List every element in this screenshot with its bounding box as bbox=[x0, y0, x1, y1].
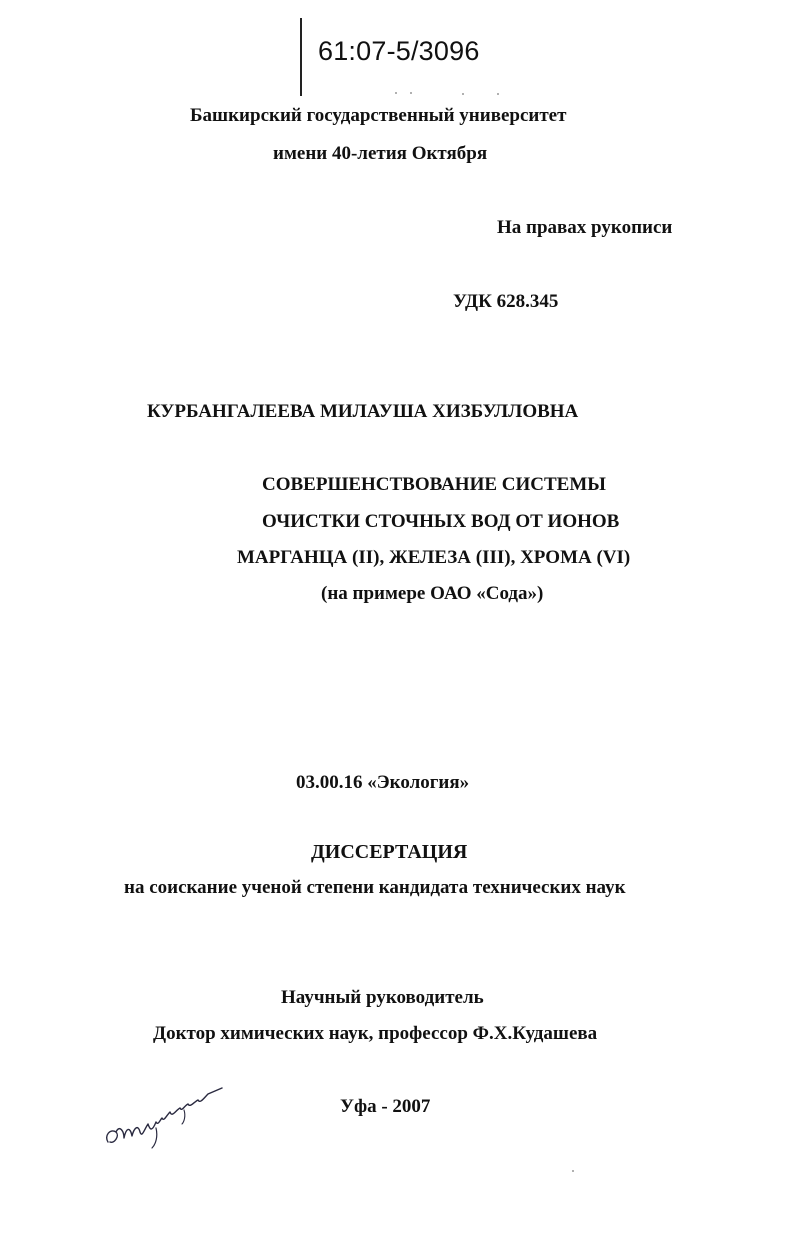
handwritten-signature bbox=[100, 1080, 230, 1160]
supervisor-name: Доктор химических наук, профессор Ф.Х.Кудашева bbox=[153, 1023, 598, 1044]
place-and-year: Уфа - 2007 bbox=[340, 1096, 431, 1117]
stamp-divider bbox=[300, 18, 302, 96]
document-type: ДИССЕРТАЦИЯ bbox=[311, 841, 468, 863]
title-line-3: МАРГАНЦА (II), ЖЕЛЕЗА (III), ХРОМА (VI) bbox=[237, 547, 631, 568]
degree-purpose: на соискание ученой степени кандидата технических наук bbox=[124, 877, 626, 898]
university-name: Башкирский государственный университет bbox=[190, 105, 567, 126]
title-line-2: ОЧИСТКИ СТОЧНЫХ ВОД ОТ ИОНОВ bbox=[262, 511, 620, 532]
archive-stamp-code: 61:07-5/3096 bbox=[318, 36, 480, 66]
scan-speck bbox=[462, 93, 464, 95]
udc-code: УДК 628.345 bbox=[453, 291, 559, 312]
scan-speck bbox=[395, 92, 397, 94]
title-line-1: СОВЕРШЕНСТВОВАНИЕ СИСТЕМЫ bbox=[262, 474, 606, 495]
specialty-code: 03.00.16 «Экология» bbox=[296, 772, 470, 793]
manuscript-rights-note: На правах рукописи bbox=[497, 217, 673, 238]
supervisor-role: Научный руководитель bbox=[281, 987, 484, 1008]
scan-speck bbox=[410, 92, 412, 94]
scan-speck bbox=[497, 93, 499, 95]
scan-speck bbox=[572, 1170, 574, 1172]
university-dedication: имени 40-летия Октября bbox=[273, 143, 488, 164]
author-name: КУРБАНГАЛЕЕВА МИЛАУША ХИЗБУЛЛОВНА bbox=[147, 401, 579, 422]
title-subtitle: (на примере ОАО «Сода») bbox=[321, 583, 544, 604]
